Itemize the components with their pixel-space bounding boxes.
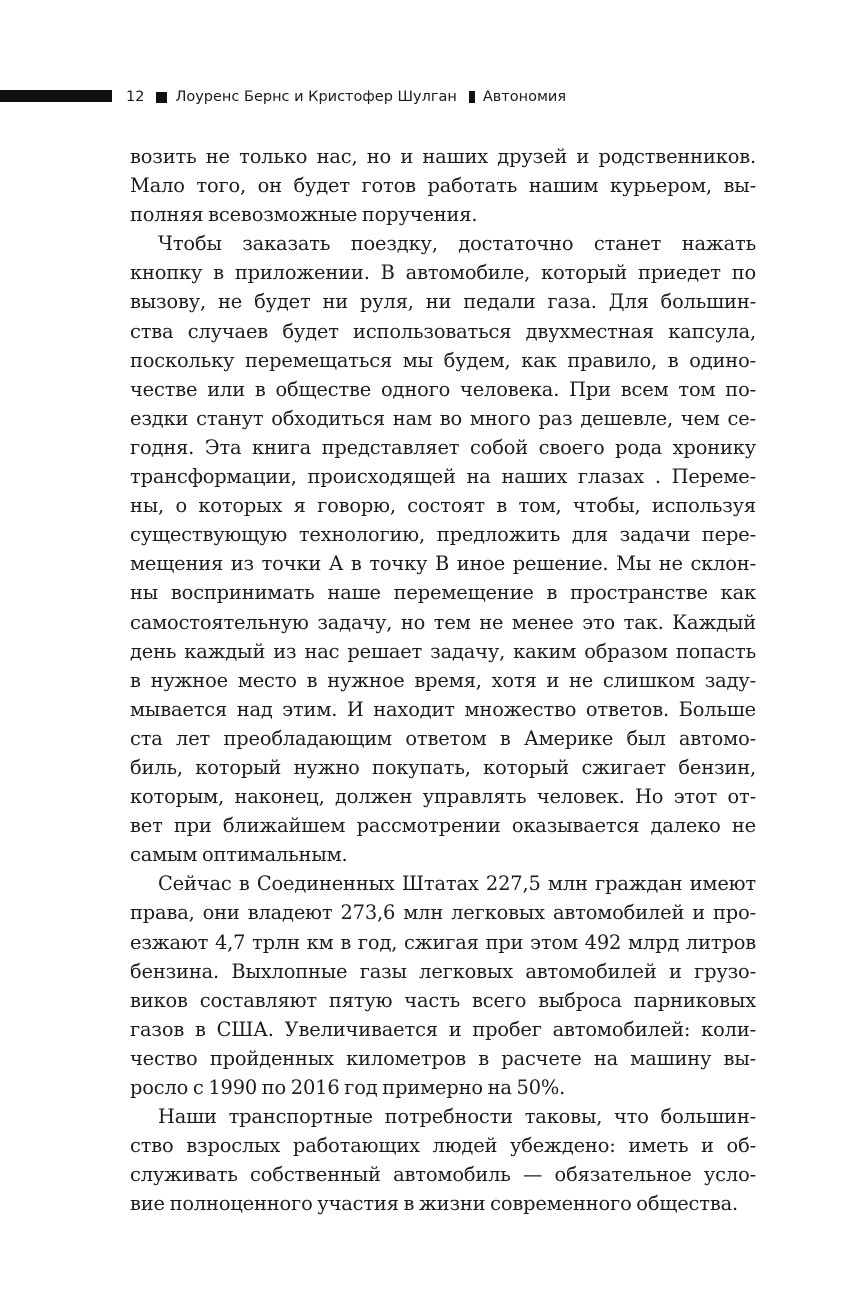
- text-line: биль, который нужно покупать, который сжигает бензин,: [130, 755, 756, 779]
- text-line: виков составляют пятую часть всего выброса парниковых: [130, 988, 756, 1012]
- text-line: Мало того, он будет готов работать нашим курьером, вы-: [130, 174, 756, 198]
- text-line: трансформации, происходящей на наших глазах . Переме-: [130, 465, 756, 489]
- text-line: Наши транспортные потребности таковы, что большин-: [158, 1105, 756, 1129]
- text-line: самостоятельную задачу, но тем не менее это так. Каждый: [130, 610, 756, 634]
- page-number: 12: [126, 89, 145, 105]
- text-line: бензина. Выхлопные газы легковых автомобилей и грузо-: [130, 959, 756, 983]
- square-separator-icon: [156, 92, 167, 103]
- header-decorative-bar: [0, 90, 112, 102]
- running-head: [126, 86, 566, 108]
- text-line: вие полноценного участия в жизни современного общества.: [130, 1192, 739, 1216]
- text-line: мещения из точки А в точку В иное решение. Мы не склон-: [130, 552, 756, 576]
- text-line: существующую технологию, предложить для задачи пере-: [130, 523, 756, 547]
- text-line: ездки станут обходиться нам во много раз дешевле, чем се-: [130, 406, 756, 430]
- text-line: ства случаев будет использоваться двухместная капсула,: [130, 319, 756, 343]
- text-line: газов в США. Увеличивается и пробег автомобилей: коли-: [130, 1017, 756, 1041]
- text-line: кнопку в приложении. В автомобиле, который приедет по: [130, 261, 756, 285]
- body-text: [130, 142, 756, 1218]
- text-line: годня. Эта книга представляет собой своего рода хронику: [130, 435, 756, 459]
- book-title: Автономия: [482, 89, 567, 105]
- bar-separator-icon: [469, 91, 475, 103]
- text-line: чество пройденных километров в расчете на машину вы-: [130, 1046, 756, 1070]
- text-line: вызову, не будет ни руля, ни педали газа. Для большин-: [130, 290, 756, 314]
- paragraph: [130, 1102, 756, 1218]
- paragraph: [130, 142, 756, 229]
- text-line: ны воспринимать наше перемещение в пространстве как: [130, 581, 756, 605]
- text-line: ста лет преобладающим ответом в Америке был автомо-: [130, 726, 756, 750]
- text-line: самым оптимальным.: [130, 843, 348, 867]
- text-line: в нужное место в нужное время, хотя и не слишком заду-: [130, 668, 756, 692]
- paragraph: [130, 229, 756, 869]
- text-line: езжают 4,7 трлн км в год, сжигая при этом 492 млрд литров: [130, 930, 756, 954]
- text-line: полняя всевозможные поручения.: [130, 203, 478, 227]
- text-line: день каждый из нас решает задачу, каким образом попасть: [130, 639, 756, 663]
- text-line: ство взрослых работающих людей убеждено: иметь и об-: [130, 1134, 756, 1158]
- text-line: росло с 1990 по 2016 год примерно на 50%.: [130, 1076, 566, 1099]
- text-line: мывается над этим. И находит множество ответов. Больше: [130, 697, 756, 721]
- text-line: поскольку перемещаться мы будем, как правило, в одино-: [130, 348, 756, 372]
- authors: Лоуренс Бернс и Кристофер Шулган: [175, 89, 457, 105]
- paragraph: [130, 869, 756, 1102]
- text-line: вет при ближайшем рассмотрении оказывается далеко не: [130, 814, 756, 838]
- text-line: служивать собственный автомобиль — обязательное усло-: [130, 1163, 756, 1187]
- text-line: права, они владеют 273,6 млн легковых автомобилей и про-: [130, 901, 756, 925]
- text-line: которым, наконец, должен управлять человек. Но этот от-: [130, 785, 756, 809]
- text-line: Чтобы заказать поездку, достаточно станет нажать: [158, 232, 756, 256]
- text-line: честве или в обществе одного человека. При всем том по-: [130, 377, 756, 401]
- text-line: Сейчас в Соединенных Штатах 227,5 млн граждан имеют: [158, 872, 756, 896]
- text-line: ны, о которых я говорю, состоят в том, чтобы, используя: [130, 494, 756, 518]
- text-line: возить не только нас, но и наших друзей и родственников.: [130, 145, 756, 168]
